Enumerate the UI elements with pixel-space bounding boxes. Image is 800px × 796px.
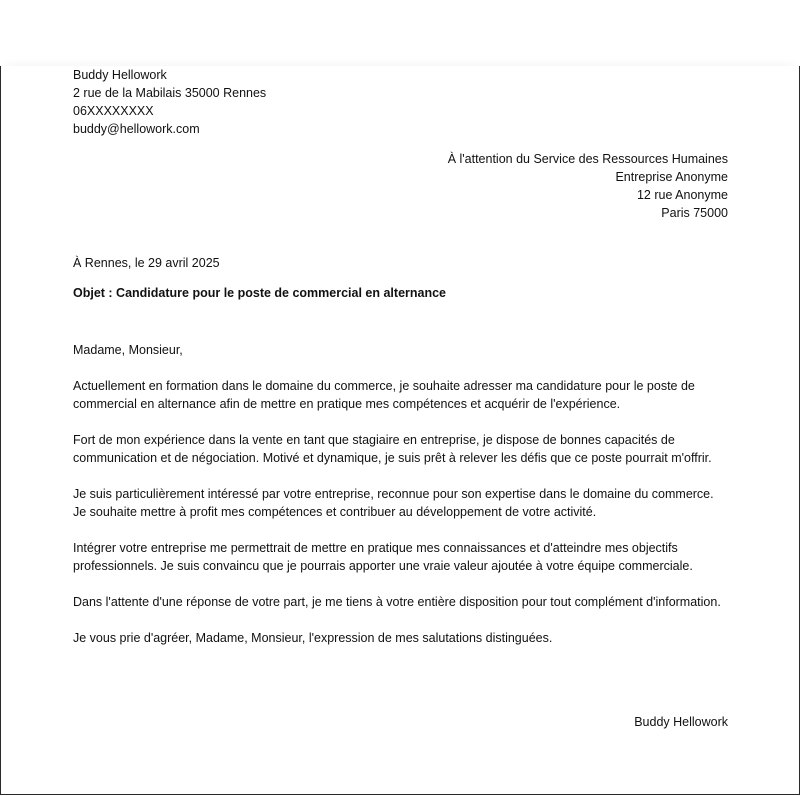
- sender-address: 2 rue de la Mabilais 35000 Rennes: [73, 86, 267, 100]
- body-paragraph-4: Intégrer votre entreprise me permettrait de mettre en pratique mes connaissances et d'atteindre mes objectifs professionnels. Je suis convaincu que je pourrais apporter une vraie valeur ajoutée à votre équipe commerciale.: [73, 541, 693, 573]
- sender-block: [73, 66, 266, 138]
- recipient-company: Entreprise Anonyme: [615, 170, 728, 184]
- letter-date: À Rennes, le 29 avril 2025: [73, 256, 220, 270]
- salutation: Madame, Monsieur,: [73, 343, 183, 357]
- sender-phone: 06XXXXXXXX: [73, 104, 154, 118]
- sender-name: Buddy Hellowork: [73, 68, 167, 82]
- body-paragraph-5: Dans l'attente d'une réponse de votre part, je me tiens à votre entière disposition pour tout complément d'information.: [73, 595, 721, 609]
- body-paragraph-2: Fort de mon expérience dans la vente en tant que stagiaire en entreprise, je dispose de bonnes capacités de communication et de négociation. Motivé et dynamique, je suis prêt à relever les défis que ce poste pourrait m'offrir.: [73, 433, 712, 465]
- sender-email: buddy@hellowork.com: [73, 122, 200, 136]
- letter-subject: Objet : Candidature pour le poste de commercial en alternance: [73, 286, 447, 300]
- recipient-attention: À l'attention du Service des Ressources Humaines: [447, 152, 728, 166]
- letter-page: [0, 66, 800, 795]
- body-paragraph-3: Je suis particulièrement intéressé par votre entreprise, reconnue pour son expertise dans le domaine du commerce. Je souhaite mettre à profit mes compétences et contribuer au développement de votre activité.: [73, 487, 714, 519]
- signature: Buddy Hellowork: [634, 715, 728, 729]
- letter-body: [73, 341, 728, 665]
- closing-paragraph: Je vous prie d'agréer, Madame, Monsieur, l'expression de mes salutations distinguées.: [73, 631, 553, 645]
- body-paragraph-1: Actuellement en formation dans le domaine du commerce, je souhaite adresser ma candidature pour le poste de commercial en alternance afin de mettre en pratique mes compétences et acquérir de l'expérience.: [73, 379, 695, 411]
- recipient-street: 12 rue Anonyme: [636, 188, 728, 202]
- recipient-block: [448, 150, 728, 222]
- recipient-city: Paris 75000: [661, 206, 728, 220]
- page-top-margin: [0, 0, 800, 66]
